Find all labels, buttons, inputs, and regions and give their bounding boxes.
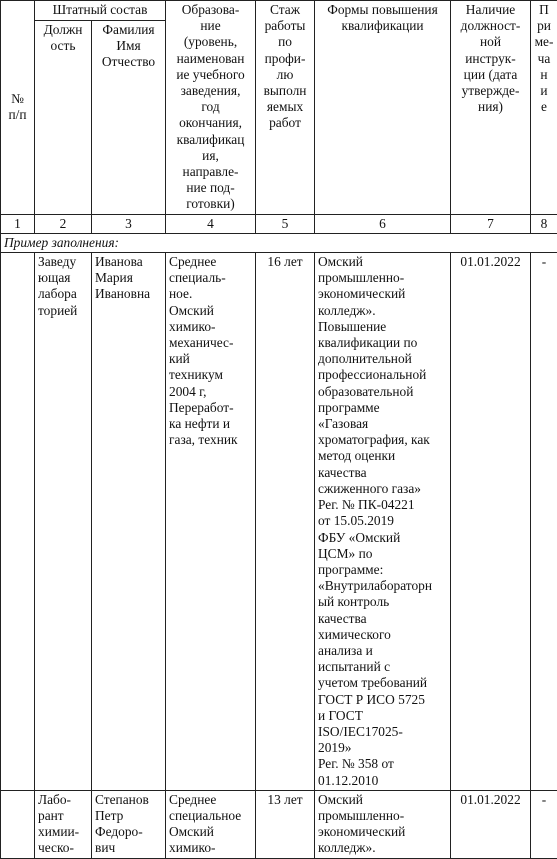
col-number: 3 — [92, 214, 166, 233]
row-training: Омский промышленно- экономический колледж». — [315, 790, 451, 858]
col-number: 2 — [35, 214, 92, 233]
col-number: 1 — [1, 214, 35, 233]
header-staff-group: Штатный состав — [35, 1, 166, 21]
column-numbers-row — [1, 214, 557, 233]
row-note: - — [531, 790, 557, 858]
row-name: Иванова Мария Ивановна — [92, 253, 166, 791]
header-num: № п/п — [1, 1, 35, 215]
header-position: Должн ость — [35, 20, 92, 214]
row-instructions: 01.01.2022 — [451, 790, 531, 858]
header-note: П ри ме- ча н и е — [531, 1, 557, 215]
header-training: Формы повышения квалификации — [315, 1, 451, 215]
row-note: - — [531, 253, 557, 791]
row-experience: 13 лет — [256, 790, 315, 858]
col-number: 6 — [315, 214, 451, 233]
row-education: Среднее специаль- ное. Омский химико- механичес- кий техникум 2004 г, Переработ- ка нефти и газа, техник — [166, 253, 256, 791]
header-instructions: Наличие должност- ной инструк- ции (дата утвержде- ния) — [451, 1, 531, 215]
col-number: 4 — [166, 214, 256, 233]
col-number: 7 — [451, 214, 531, 233]
row-position: Заведу ющая лабора торией — [35, 253, 92, 791]
col-number: 5 — [256, 214, 315, 233]
header-experience: Стаж работы по профи- лю выполн яемых работ — [256, 1, 315, 215]
row-education: Среднее специальное Омский химико- — [166, 790, 256, 858]
row-num — [1, 253, 35, 791]
col-number: 8 — [531, 214, 557, 233]
table-row — [1, 790, 557, 858]
row-instructions: 01.01.2022 — [451, 253, 531, 791]
row-position: Лабо- рант химии- ческо- — [35, 790, 92, 858]
example-label: Пример заполнения: — [1, 233, 557, 252]
row-num — [1, 790, 35, 858]
row-experience: 16 лет — [256, 253, 315, 791]
header-education: Образова- ние (уровень, наименован ие учебного заведения, год окончания, квалификац ия, направле- ние под- готовки) — [166, 1, 256, 215]
row-training: Омский промышленно- экономический колледж». Повышение квалификации по дополнительной профессиональной образовательной программе «Газовая хроматография, как метод оценки качества сжиженного газа» Рег. № ПК-04221 от 15.05.2019 ФБУ «Омский ЦСМ» по программе: «Внутрилабораторн ый контроль качества химического анализа и испытаний с учетом требований ГОСТ Р ИСО 5725 и ГОСТ ISO/IEC17025- 2019» Рег. № 358 от 01.12.2010 — [315, 253, 451, 791]
row-name: Степанов Петр Федоро- вич — [92, 790, 166, 858]
header-name: Фамилия Имя Отчество — [92, 20, 166, 214]
table-row — [1, 253, 557, 791]
